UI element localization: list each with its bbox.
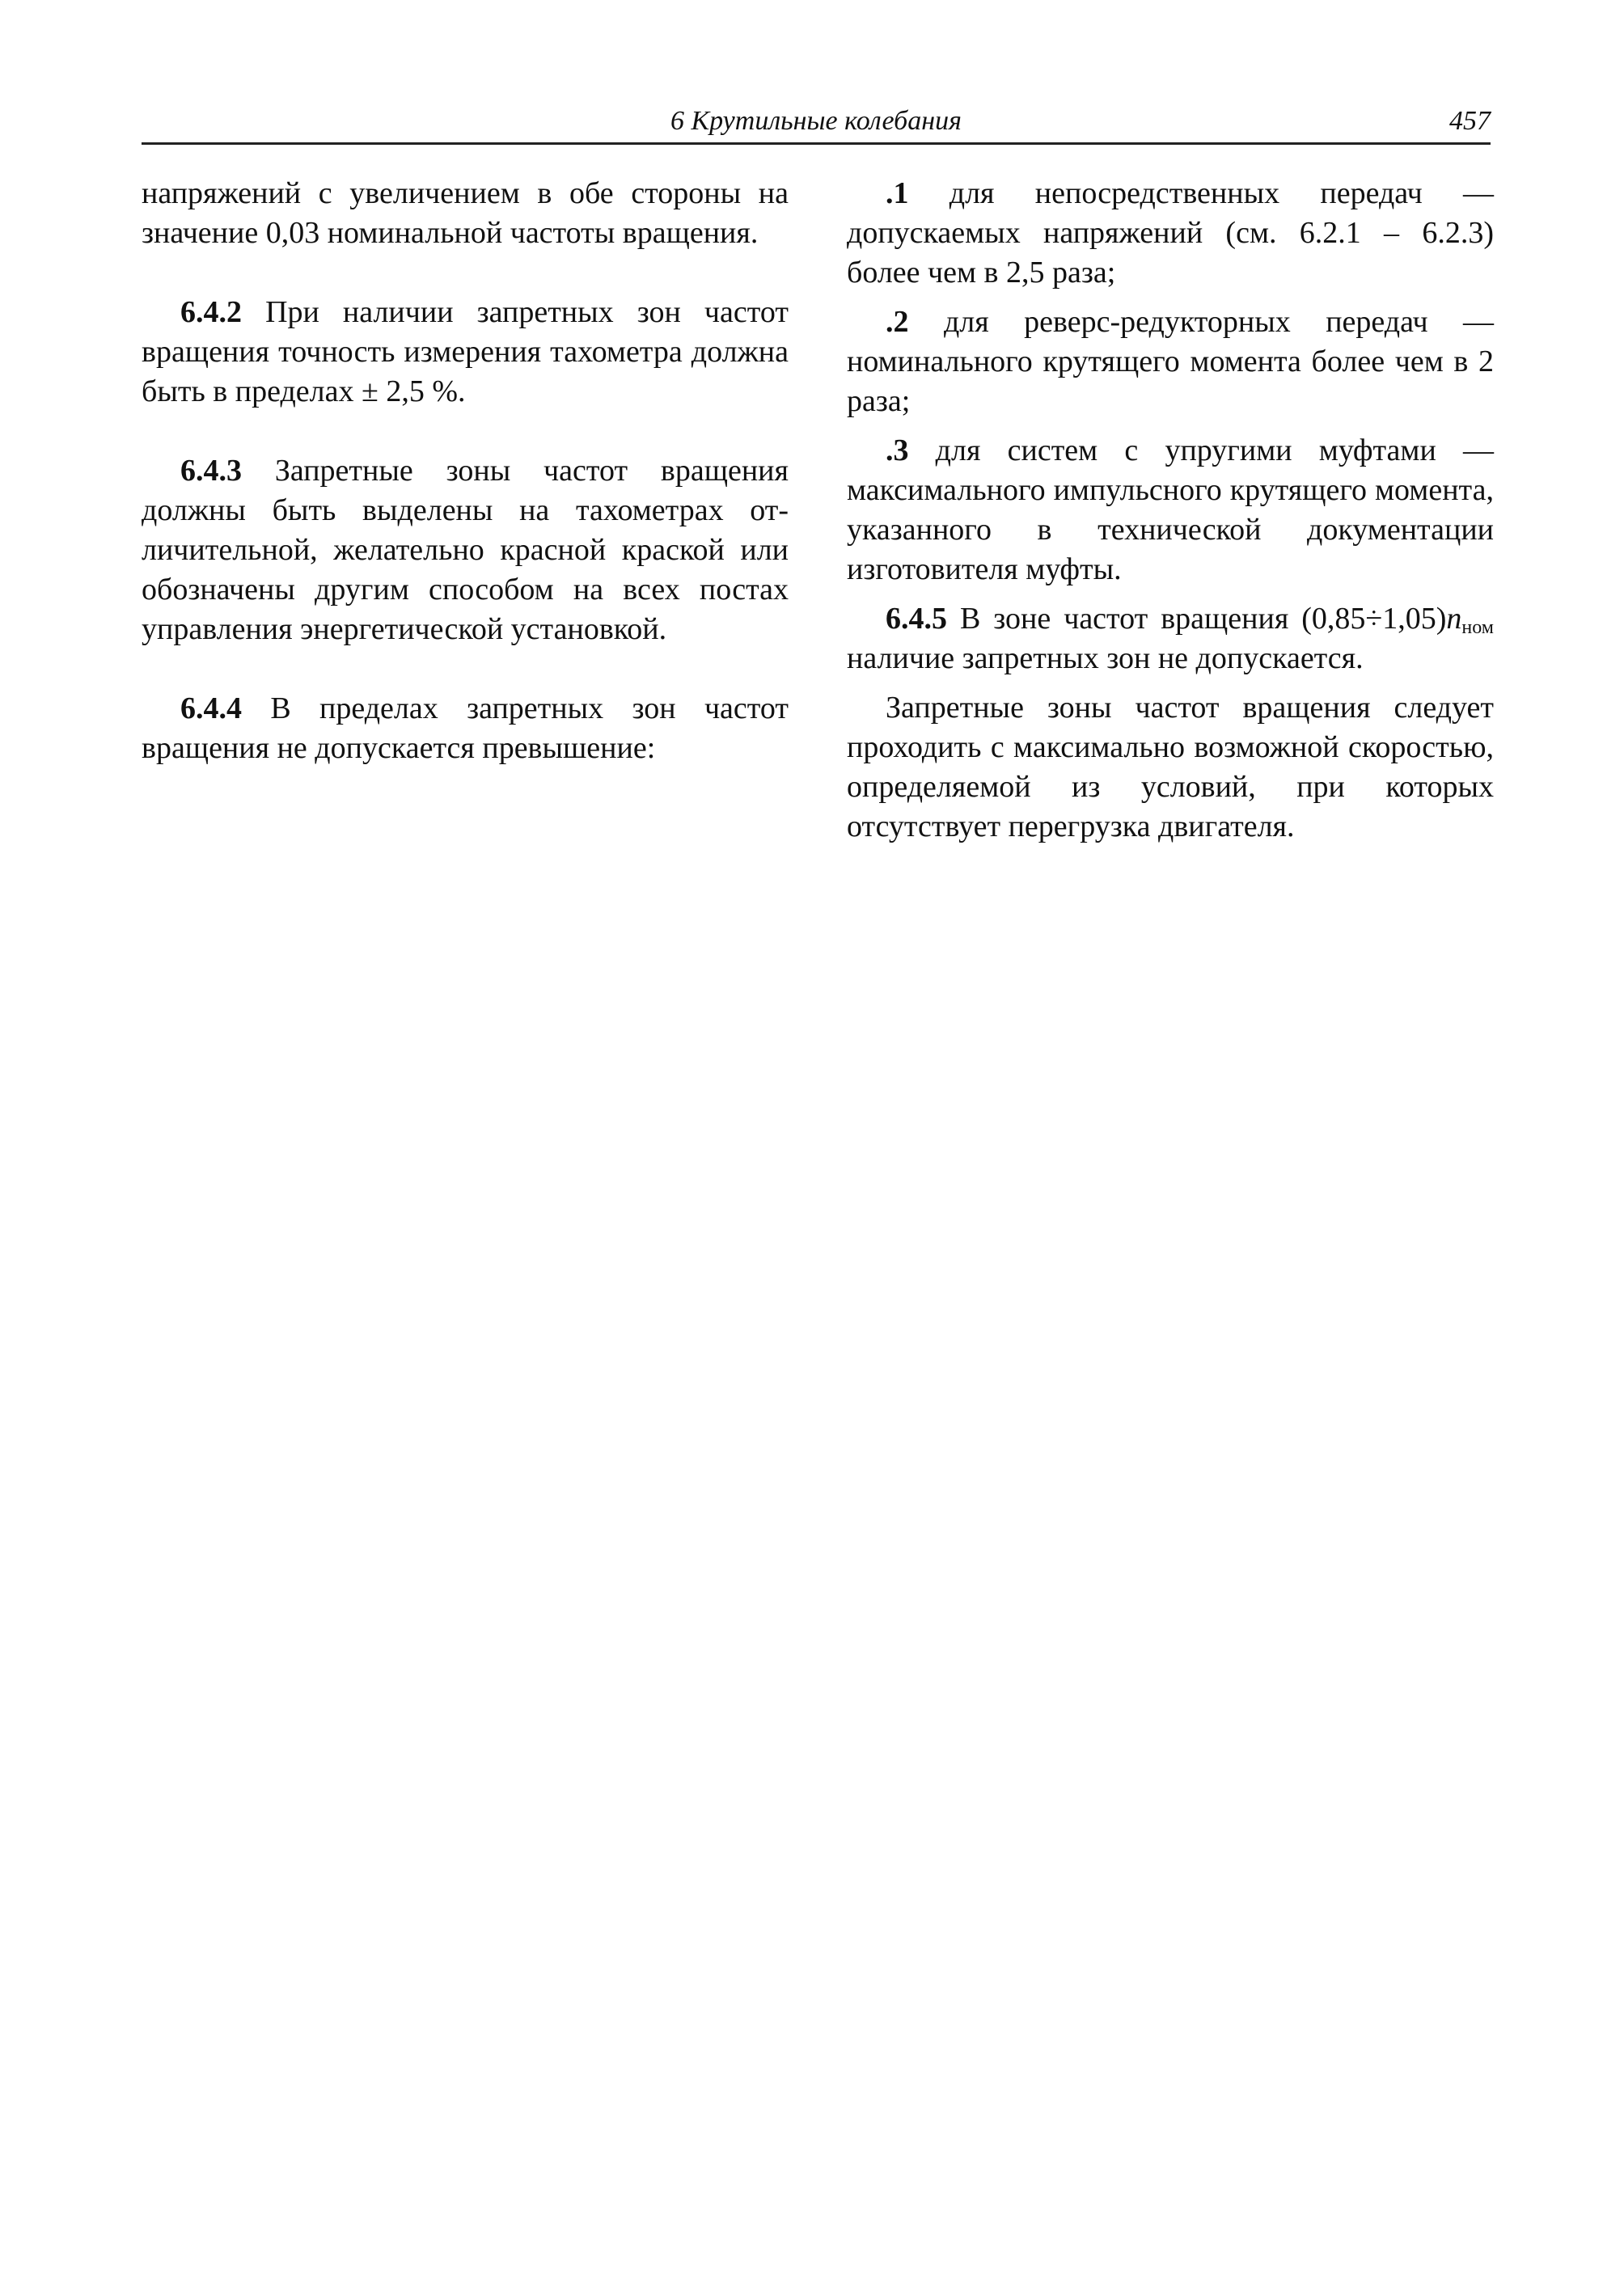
list-item-text: для систем с упругими муфтами — максимального импульсного крутящего момента, указанного в технической документации изготовителя муфты. bbox=[847, 433, 1494, 586]
list-item-number: .3 bbox=[886, 433, 909, 467]
speed-subscript: ном bbox=[1461, 617, 1494, 638]
page-number: 457 bbox=[1449, 106, 1491, 136]
clause-6-4-3 bbox=[142, 451, 789, 649]
clause-text: При наличии запретных зон частот вращения точность измерения тахометра должна быть в пределах ± 2,5 %. bbox=[142, 295, 789, 408]
clause-6-4-4 bbox=[142, 689, 789, 768]
paragraph-text: Запретные зоны частот вращения следует проходить с максимально возможной скоростью, определяемой из условий, при которых отсутствует перегрузка двигателя. bbox=[847, 691, 1494, 843]
list-item-1 bbox=[847, 174, 1494, 293]
clause-6-4-5 bbox=[847, 599, 1494, 678]
list-item-3 bbox=[847, 431, 1494, 590]
running-header bbox=[142, 104, 1491, 145]
speed-variable: n bbox=[1446, 602, 1462, 636]
clause-text-end: наличие запретных зон не допускается. bbox=[847, 641, 1364, 675]
clause-text: В пределах запретных зон частот вращения не допускается превышение: bbox=[142, 691, 789, 765]
chapter-title: 6 Крутильные колебания bbox=[670, 106, 962, 136]
paragraph-forbidden-zones bbox=[847, 688, 1494, 847]
clause-6-4-2 bbox=[142, 293, 789, 412]
right-column bbox=[847, 174, 1494, 847]
list-item-2 bbox=[847, 302, 1494, 421]
clause-number: 6.4.2 bbox=[180, 295, 242, 329]
clause-text: В зоне частот вращения (0,85÷1,05) bbox=[947, 602, 1447, 636]
paragraph-continuation bbox=[142, 174, 789, 253]
left-column bbox=[142, 174, 789, 768]
list-item-number: .1 bbox=[886, 176, 909, 210]
clause-number: 6.4.4 bbox=[180, 691, 242, 725]
clause-text: Запретные зоны частот вращения должны быть выделены на тахометрах отличительной, желательно красной краской или обозначены другим способом на всех постах управления энергетической установкой. bbox=[142, 454, 789, 646]
clause-number: 6.4.5 bbox=[886, 602, 947, 636]
paragraph-text: напряжений с увеличением в обе стороны на значение 0,03 номинальной частоты вращения. bbox=[142, 176, 789, 250]
list-item-text: для непосредственных передач — допускаемых напряжений (см. 6.2.1 – 6.2.3) более чем в 2,5 раза; bbox=[847, 176, 1494, 290]
list-item-text: для реверс-редукторных передач — номинального крутящего момента более чем в 2 раза; bbox=[847, 305, 1494, 418]
list-item-number: .2 bbox=[886, 305, 909, 339]
clause-number: 6.4.3 bbox=[180, 454, 242, 488]
